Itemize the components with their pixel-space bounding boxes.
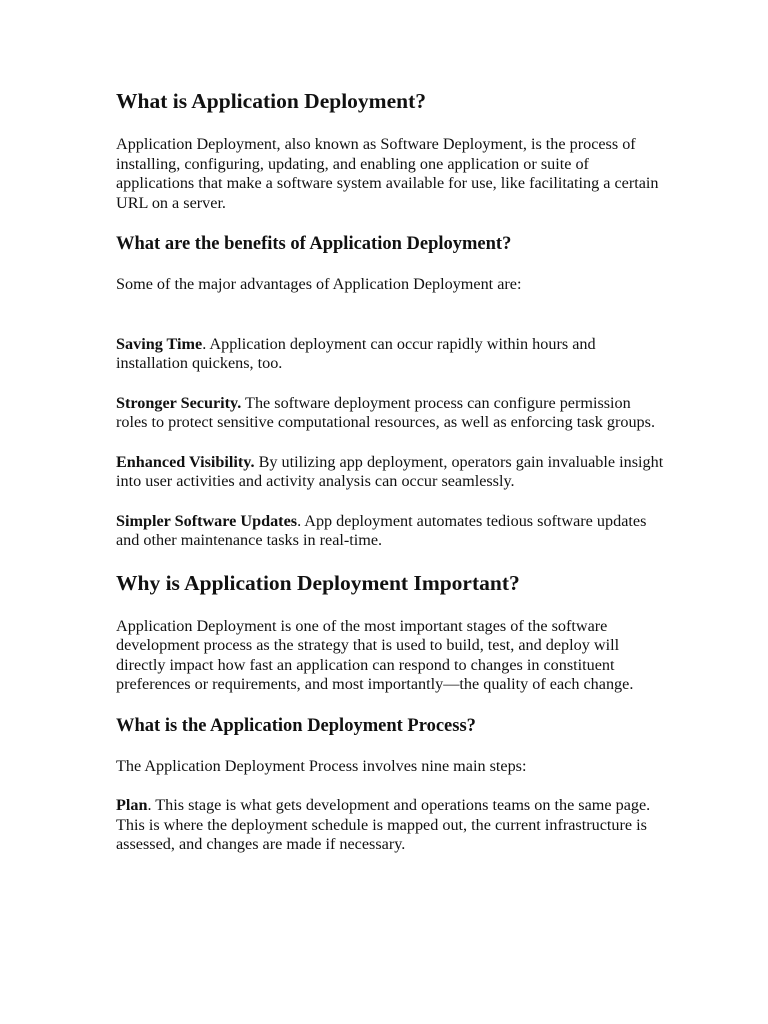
heading-why-important: Why is Application Deployment Important? (116, 570, 520, 595)
process-step-text: . This stage is what gets development and operations teams on the same page. This is where the deployment schedule is mapped out, the current infrastructure is assessed, and changes are made if necessary. (116, 796, 651, 853)
benefit-text: . Application deployment can occur rapidly within hours and installation quickens, too. (116, 334, 596, 372)
benefit-text: . App deployment automates tedious software updates and other maintenance tasks in real-time. (116, 511, 647, 549)
benefit-term: Simpler Software Updates (116, 511, 298, 530)
benefit-item (116, 335, 664, 374)
paragraph-process-intro: The Application Deployment Process involves nine main steps: (116, 756, 527, 775)
process-step-term: Plan (116, 796, 148, 814)
benefit-item (116, 453, 664, 492)
benefit-text: The software deployment process can configure permission roles to protect sensitive computational resources, as well as enforcing task groups. (116, 393, 655, 431)
benefit-text: By utilizing app deployment, operators gain invaluable insight into user activities and activity analysis can occur seamlessly. (116, 452, 664, 490)
heading-what-is-deployment: What is Application Deployment? (116, 89, 426, 113)
benefit-item (116, 394, 664, 433)
benefit-term: Enhanced Visibility. (116, 452, 255, 471)
heading-process: What is the Application Deployment Process? (116, 715, 476, 736)
heading-benefits: What are the benefits of Application Deployment? (116, 234, 512, 254)
benefit-term: Saving Time (116, 334, 203, 353)
benefit-term: Stronger Security. (116, 393, 242, 412)
document-body (116, 88, 664, 855)
benefit-item (116, 512, 664, 551)
paragraph-definition: Application Deployment, also known as Software Deployment, is the process of installing, configuring, updating, and enabling one application or suite of applications that make a software system available for use, like facilitating a certain URL on a server. (116, 135, 659, 212)
paragraph-importance: Application Deployment is one of the most important stages of the software development process as the strategy that is used to build, test, and deploy will directly impact how fast an application can respond to changes in constituent preferences or requirements, and most importantly—the quality of each change. (116, 616, 634, 693)
paragraph-benefits-intro: Some of the major advantages of Application Deployment are: (116, 275, 522, 293)
process-step (116, 796, 664, 855)
